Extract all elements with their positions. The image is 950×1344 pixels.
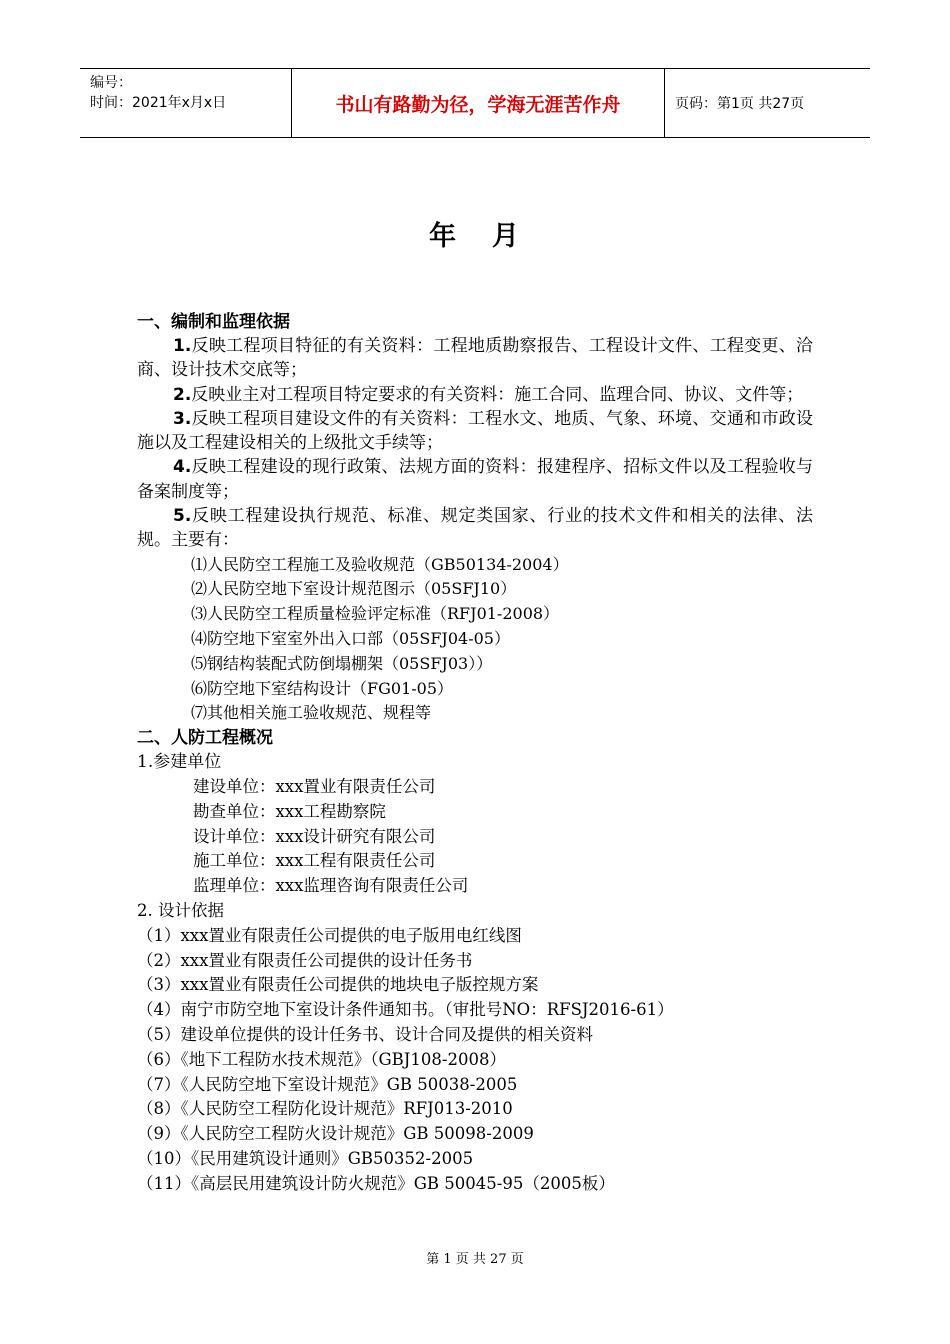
design-basis-item: （7）《人民防空地下室设计规范》GB 50038-2005: [137, 1074, 518, 1094]
page-indicator: 页码：第1页 共27页: [675, 96, 805, 112]
participants-heading: 1.参建单位: [137, 752, 222, 773]
basis-item: 3.反映工程项目建设文件的有关资料：工程水文、地质、气象、环境、交通和市政设施以及工程建设相关的上级批文手续等；: [137, 408, 813, 454]
section2-heading: 二、人防工程概况: [137, 728, 273, 749]
page-footer: 第 1 页 共 27 页: [426, 1252, 524, 1267]
title-month: 月: [492, 221, 521, 252]
design-basis-heading: 2. 设计依据: [137, 901, 224, 921]
unit-item: 设计单位：xxx设计研究有限公司: [193, 826, 436, 846]
motto: 书山有路勤为径，学海无涯苦作舟: [292, 69, 665, 137]
standard-item: ⑺其他相关施工验收规范、规程等: [191, 703, 432, 723]
design-basis-item: （8）《人民防空工程防化设计规范》RFJ013-2010: [137, 1099, 513, 1119]
standard-item: ⑷防空地下室室外出入口部（05SFJ04-05）: [191, 629, 510, 649]
date-label: 时间：2021年x月x日: [90, 95, 227, 111]
unit-item: 施工单位：xxx工程有限责任公司: [193, 851, 436, 871]
design-basis-item: （1）xxx置业有限责任公司提供的电子版用电红线图: [137, 925, 522, 945]
title-year: 年: [429, 221, 458, 252]
standard-item: ⑹防空地下室结构设计（FG01-05）: [191, 678, 454, 698]
basis-item: 2.反映业主对工程项目特定要求的有关资料：施工合同、监理合同、协议、文件等；: [173, 384, 804, 405]
basis-item: 4.反映工程建设的现行政策、法规方面的资料：报建程序、招标文件以及工程验收与备案制度等；: [137, 457, 813, 502]
basis-item: 5.反映工程建设执行规范、标准、规定类国家、行业的技术文件和相关的法律、法规。主要有：: [137, 506, 813, 551]
basis-item: 1.反映工程项目特征的有关资料：工程地质勘察报告、工程设计文件、工程变更、洽商、设计技术交底等；: [137, 336, 813, 381]
design-basis-item: （10）《民用建筑设计通则》GB50352-2005: [137, 1149, 474, 1168]
design-basis-item: （3）xxx置业有限责任公司提供的地块电子版控规方案: [137, 975, 539, 995]
standard-item: ⑵人民防空地下室设计规范图示（05SFJ10）: [191, 579, 517, 599]
standard-item: ⑸钢结构装配式防倒塌棚架（05SFJ03））: [191, 653, 493, 673]
unit-item: 勘查单位：xxx工程勘察院: [193, 801, 386, 821]
design-basis-item: （9）《人民防空工程防火设计规范》GB 50098-2009: [137, 1124, 534, 1144]
header-meta: [80, 69, 292, 137]
standard-item: ⑶人民防空工程质量检验评定标准（RFJ01-2008）: [191, 604, 560, 624]
number-label: 编号：: [90, 75, 132, 91]
standard-item: ⑴人民防空工程施工及验收规范（GB50134-2004）: [191, 554, 569, 574]
document-body: [137, 310, 813, 1197]
design-basis-item: （6）《地下工程防水技术规范》（GBJ108-2008）: [137, 1049, 506, 1069]
header-table: [80, 68, 870, 138]
design-basis-item: （5）建设单位提供的设计任务书、设计合同及提供的相关资料: [137, 1025, 593, 1045]
document-title: [0, 214, 950, 253]
section1-heading: 一、编制和监理依据: [137, 312, 290, 332]
design-basis-item: （2）xxx置业有限责任公司提供的设计任务书: [137, 950, 473, 970]
design-basis-item: （11）《高层民用建筑设计防火规范》GB 50045-95（2005板）: [137, 1173, 615, 1193]
unit-item: 监理单位：xxx监理咨询有限责任公司: [193, 876, 469, 896]
design-basis-item: （4）南宁市防空地下室设计条件通知书。（审批号NO：RFSJ2016-61）: [137, 1000, 674, 1020]
unit-item: 建设单位：xxx置业有限责任公司: [193, 777, 436, 797]
